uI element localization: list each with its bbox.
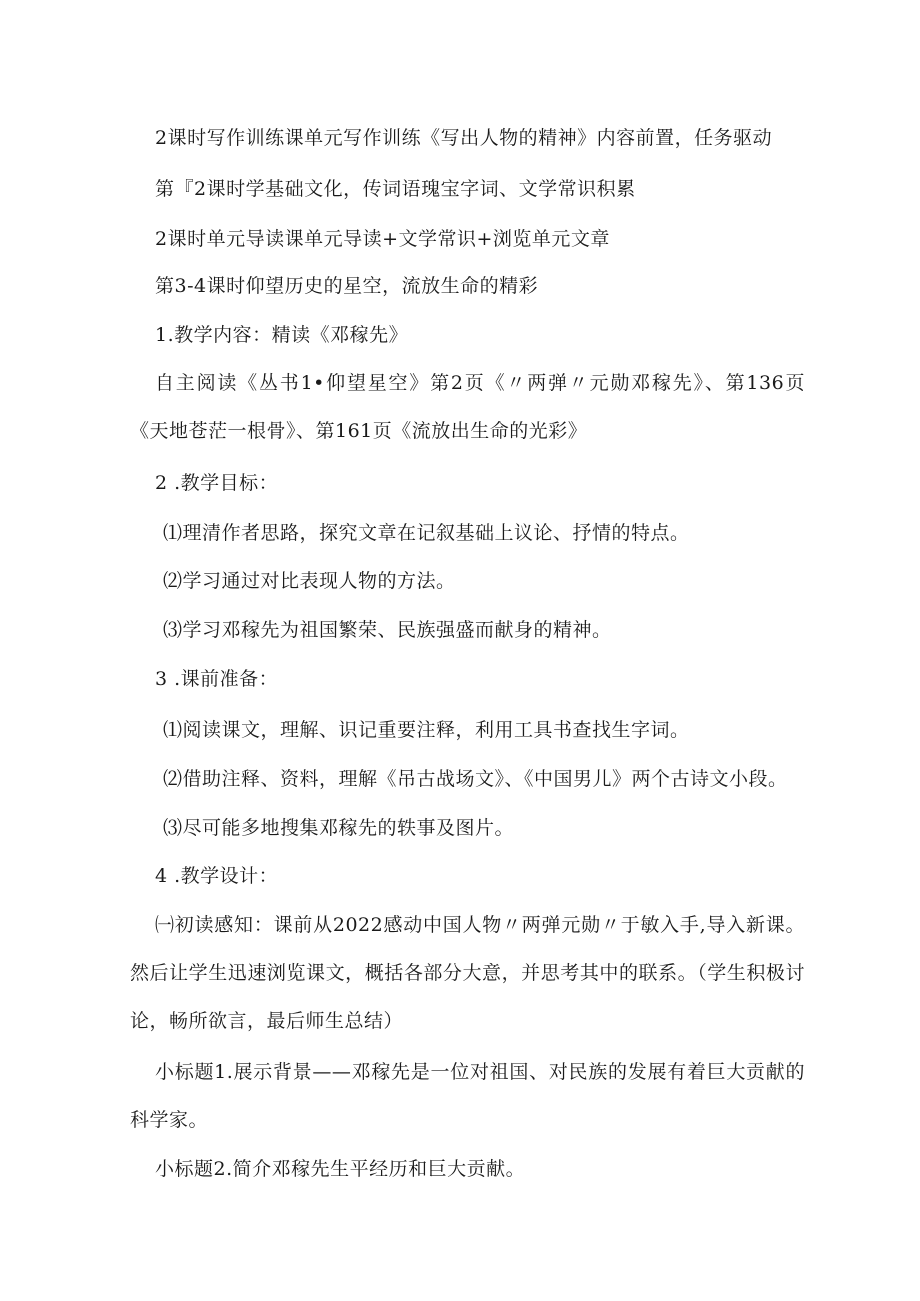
prep-item-2: ⑵借助注释、资料，理解《吊古战场文》、《中国男儿》两个古诗文小段。 [163, 768, 788, 790]
design-paragraph: ㈠初读感知：课前从2022感动中国人物〃两弹元勋〃于敏入手,导入新课。然后让学生迅速浏览课文，概括各部分大意，并思考其中的联系。（学生积极讨论，畅所欲言，最后师生总结） [130, 914, 805, 1032]
subtitle-1-paragraph: 小标题1.展示背景——邓稼先是一位对祖国、对民族的发展有着巨大贡献的科学家。 [130, 1061, 805, 1131]
schedule-line-sessions-3-4: 第3-4课时仰望历史的星空，流放生命的精彩 [155, 275, 539, 297]
prep-item-1: ⑴阅读课文，理解、识记重要注释，利用工具书查找生字词。 [163, 719, 690, 741]
teaching-design-heading: 4 .教学设计： [155, 865, 279, 887]
self-reading-paragraph: 自主阅读《丛书1•仰望星空》第2页《〃两弹〃元勋邓稼先》、第136页《天地苍茫一根骨》、第161页《流放出生命的光彩》 [130, 372, 805, 442]
schedule-line-writing: 2课时写作训练课单元写作训练《写出人物的精神》内容前置，任务驱动 [155, 127, 773, 149]
preparation-heading: 3 .课前准备： [155, 668, 279, 690]
schedule-line-basics: 第『2课时学基础文化，传词语瑰宝字词、文学常识积累 [155, 178, 636, 200]
goal-item-2: ⑵学习通过对比表现人物的方法。 [163, 570, 456, 592]
schedule-line-unit-reading: 2课时单元导读课单元导读+文学常识+浏览单元文章 [155, 228, 610, 250]
teaching-goals-heading: 2 .教学目标： [155, 472, 279, 494]
prep-item-3: ⑶尽可能多地搜集邓稼先的轶事及图片。 [163, 817, 515, 839]
teaching-content-heading: 1.教学内容：精读《邓稼先》 [155, 324, 409, 346]
goal-item-3: ⑶学习邓稼先为祖国繁荣、民族强盛而献身的精神。 [163, 619, 612, 641]
goal-item-1: ⑴理清作者思路，探究文章在记叙基础上议论、抒情的特点。 [163, 522, 690, 544]
subtitle-2-line: 小标题2.简介邓稼先生平经历和巨大贡献。 [155, 1158, 526, 1180]
